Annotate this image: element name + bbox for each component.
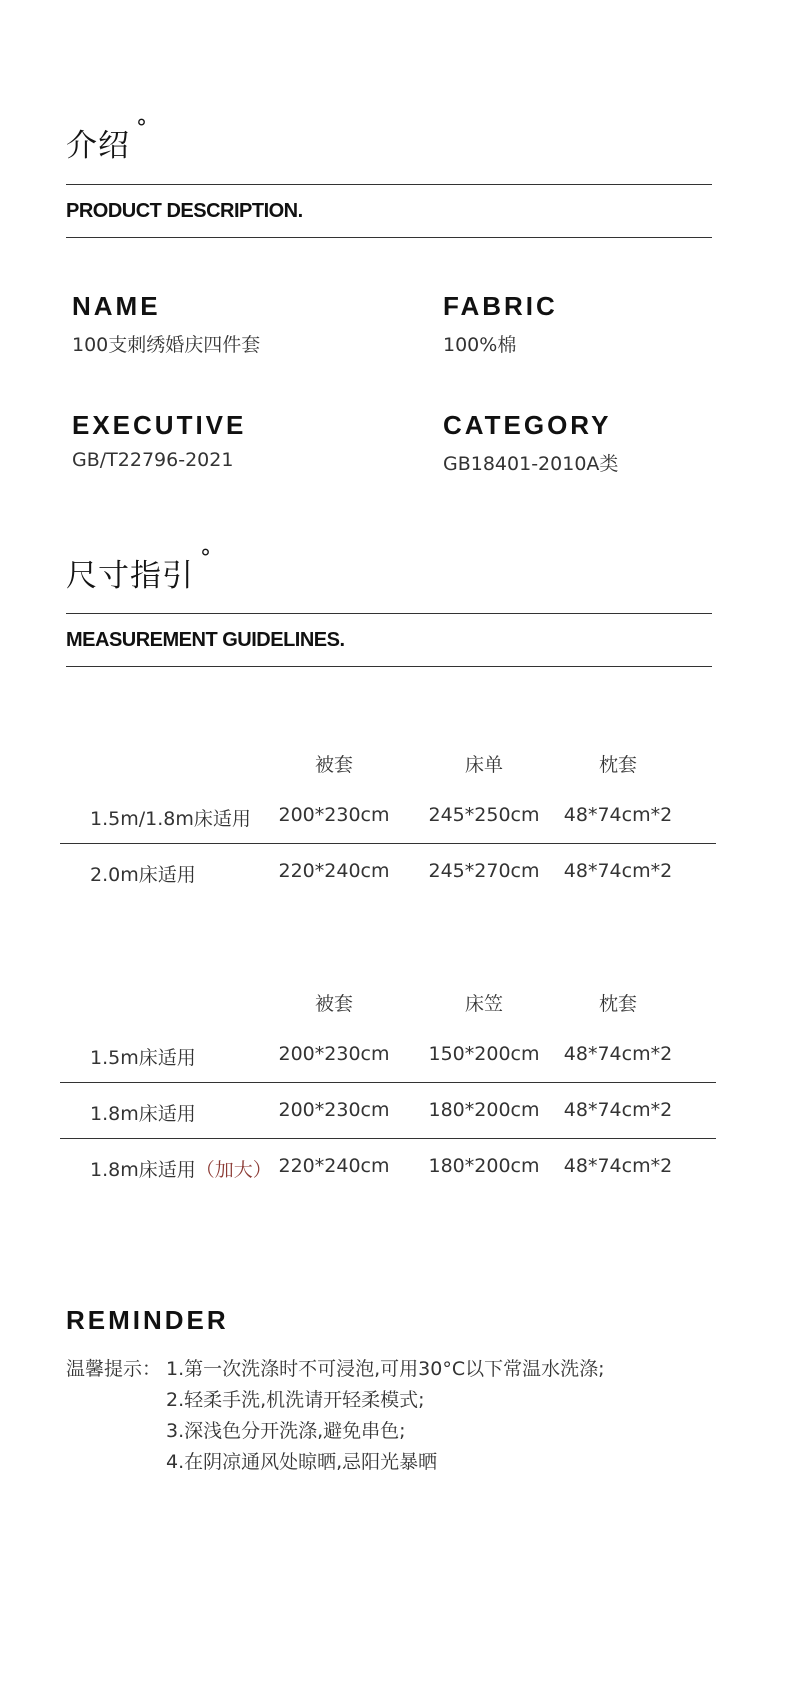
reminder-title: REMINDER	[66, 1305, 229, 1335]
category-label: CATEGORY	[443, 410, 612, 440]
table-cell: 48*74cm*2	[563, 804, 673, 826]
table-cell: 220*240cm	[278, 860, 390, 882]
measure-subtitle: MEASUREMENT GUIDELINES.	[66, 629, 345, 651]
table-cell: 180*200cm	[428, 1155, 540, 1177]
category-value: GB18401-2010A类	[443, 453, 619, 475]
fabric-label: FABRIC	[443, 291, 558, 321]
table-cell: 200*230cm	[278, 1099, 390, 1121]
table2-header-pillow: 枕套	[598, 993, 637, 1015]
table-cell: 180*200cm	[428, 1099, 540, 1121]
oversize-note: （加大）	[195, 1159, 272, 1181]
table-cell: 200*230cm	[278, 1043, 390, 1065]
table-cell: 48*74cm*2	[563, 860, 673, 882]
table-cell: 220*240cm	[278, 1155, 390, 1177]
reminder-line: 1.第一次洗涤时不可浸泡,可用30°C以下常温水洗涤;	[166, 1358, 605, 1380]
reminder-line: 2.轻柔手洗,机洗请开轻柔模式;	[166, 1389, 425, 1411]
table-row-divider	[60, 843, 716, 844]
table-row-label: 1.5m床适用	[90, 1047, 196, 1069]
reminder-prefix: 温馨提示：	[66, 1358, 162, 1380]
table-row-divider	[60, 1138, 716, 1139]
table1-header-pillow: 枕套	[598, 754, 637, 776]
name-label: NAME	[72, 291, 161, 321]
table-row-divider	[60, 1082, 716, 1083]
executive-value: GB/T22796-2021	[72, 449, 234, 471]
table-cell: 200*230cm	[278, 804, 390, 826]
name-value: 100支刺绣婚庆四件套	[72, 334, 261, 356]
reminder-line: 4.在阴凉通风处晾晒,忌阳光暴晒	[166, 1451, 438, 1473]
divider	[66, 666, 712, 667]
table-row-label: 1.8m床适用	[90, 1103, 196, 1125]
table-cell: 245*270cm	[428, 860, 540, 882]
reminder-line: 3.深浅色分开洗涤,避免串色;	[166, 1420, 406, 1442]
table-row-label: 2.0m床适用	[90, 864, 196, 886]
measure-title: 尺寸指引 °	[66, 546, 212, 594]
fabric-value: 100%棉	[443, 334, 517, 356]
intro-title: 介绍 °	[66, 116, 148, 164]
table1-header-sheet: 床单	[464, 754, 503, 776]
table-cell: 245*250cm	[428, 804, 540, 826]
divider	[66, 613, 712, 614]
table2-header-fitted-sheet: 床笠	[464, 993, 503, 1015]
executive-label: EXECUTIVE	[72, 410, 247, 440]
table2-header-duvet: 被套	[314, 993, 353, 1015]
table-cell: 150*200cm	[428, 1043, 540, 1065]
table1-header-duvet: 被套	[314, 754, 353, 776]
reminder-list	[166, 1354, 605, 1478]
intro-subtitle: PRODUCT DESCRIPTION.	[66, 200, 303, 222]
table-row-label: 1.5m/1.8m床适用	[90, 808, 251, 830]
divider	[66, 184, 712, 185]
table-cell: 48*74cm*2	[563, 1155, 673, 1177]
table-cell: 48*74cm*2	[563, 1099, 673, 1121]
divider	[66, 237, 712, 238]
table-cell: 48*74cm*2	[563, 1043, 673, 1065]
table-row-label: 1.8m床适用（加大）	[90, 1159, 272, 1181]
